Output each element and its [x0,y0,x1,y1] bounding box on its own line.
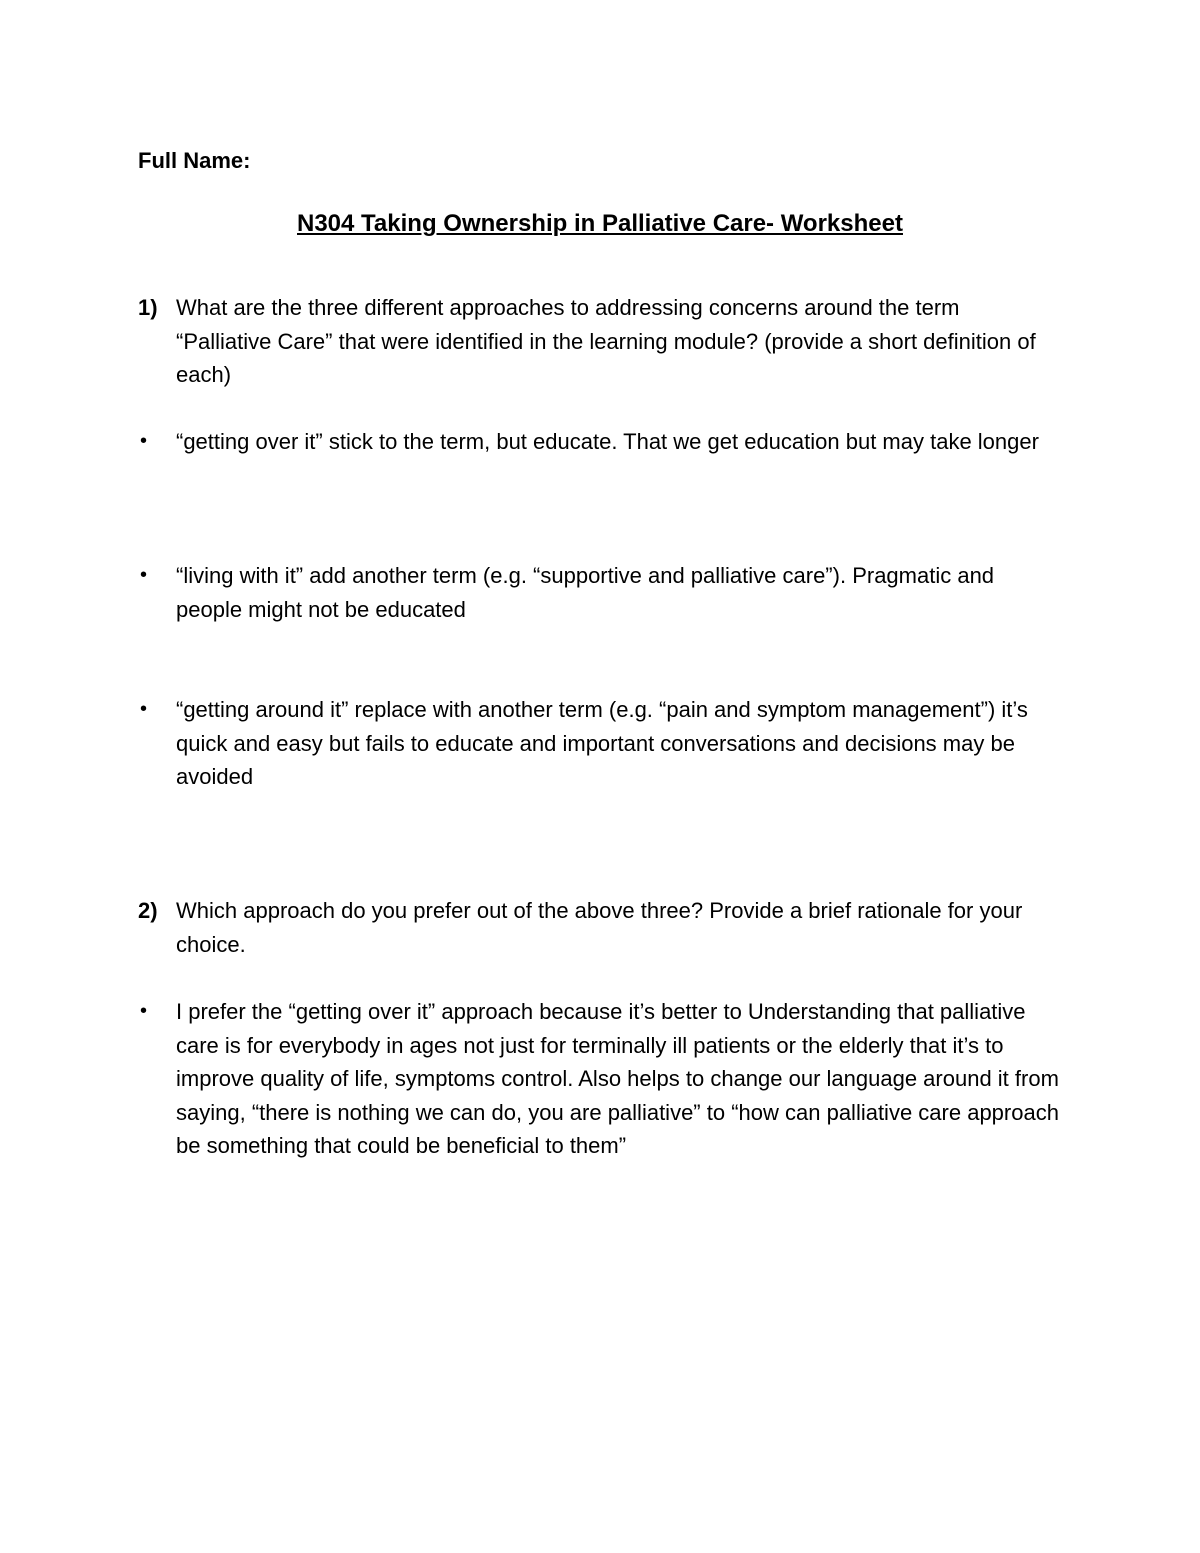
bullet-icon: • [140,698,148,720]
bullet-icon: • [140,1000,148,1022]
question-1 [138,291,1078,392]
answer-item [138,425,1078,459]
answer-item [138,693,1078,794]
page-title: N304 Taking Ownership in Palliative Care- Worksheet [297,210,903,237]
question-number: 1) [138,295,158,320]
bullet-icon: • [140,430,148,452]
question-text: What are the three different approaches to addressing concerns around the term “Palliative Care” that were identified in the learning module? (provide a short definition of each) [176,295,1036,387]
question-number: 2) [138,898,158,923]
bullet-icon: • [140,564,148,586]
answer-text: “getting around it” replace with another term (e.g. “pain and symptom management”) it’s quick and easy but fails to educate and important conversations and decisions may be avoided [176,697,1028,789]
answer-text: “getting over it” stick to the term, but educate. That we get education but may take longer [176,429,1039,454]
full-name-label: Full Name: [138,148,251,173]
answer-text: I prefer the “getting over it” approach because it’s better to Understanding that palliative care is for everybody in ages not just for terminally ill patients or the elderly that it’s to improve quality of life, symptoms control. Also helps to change our language around it from saying, “there is nothing we can do, you are palliative” to “how can palliative care approach be something that could be beneficial to them” [176,999,1059,1158]
answer-item [138,995,1078,1163]
answer-text: “living with it” add another term (e.g. “supportive and palliative care”). Pragmatic and people might not be educated [176,563,995,622]
answer-item [138,559,1078,626]
question-text: Which approach do you prefer out of the above three? Provide a brief rationale for your choice. [176,898,1023,957]
question-2 [138,894,1078,961]
